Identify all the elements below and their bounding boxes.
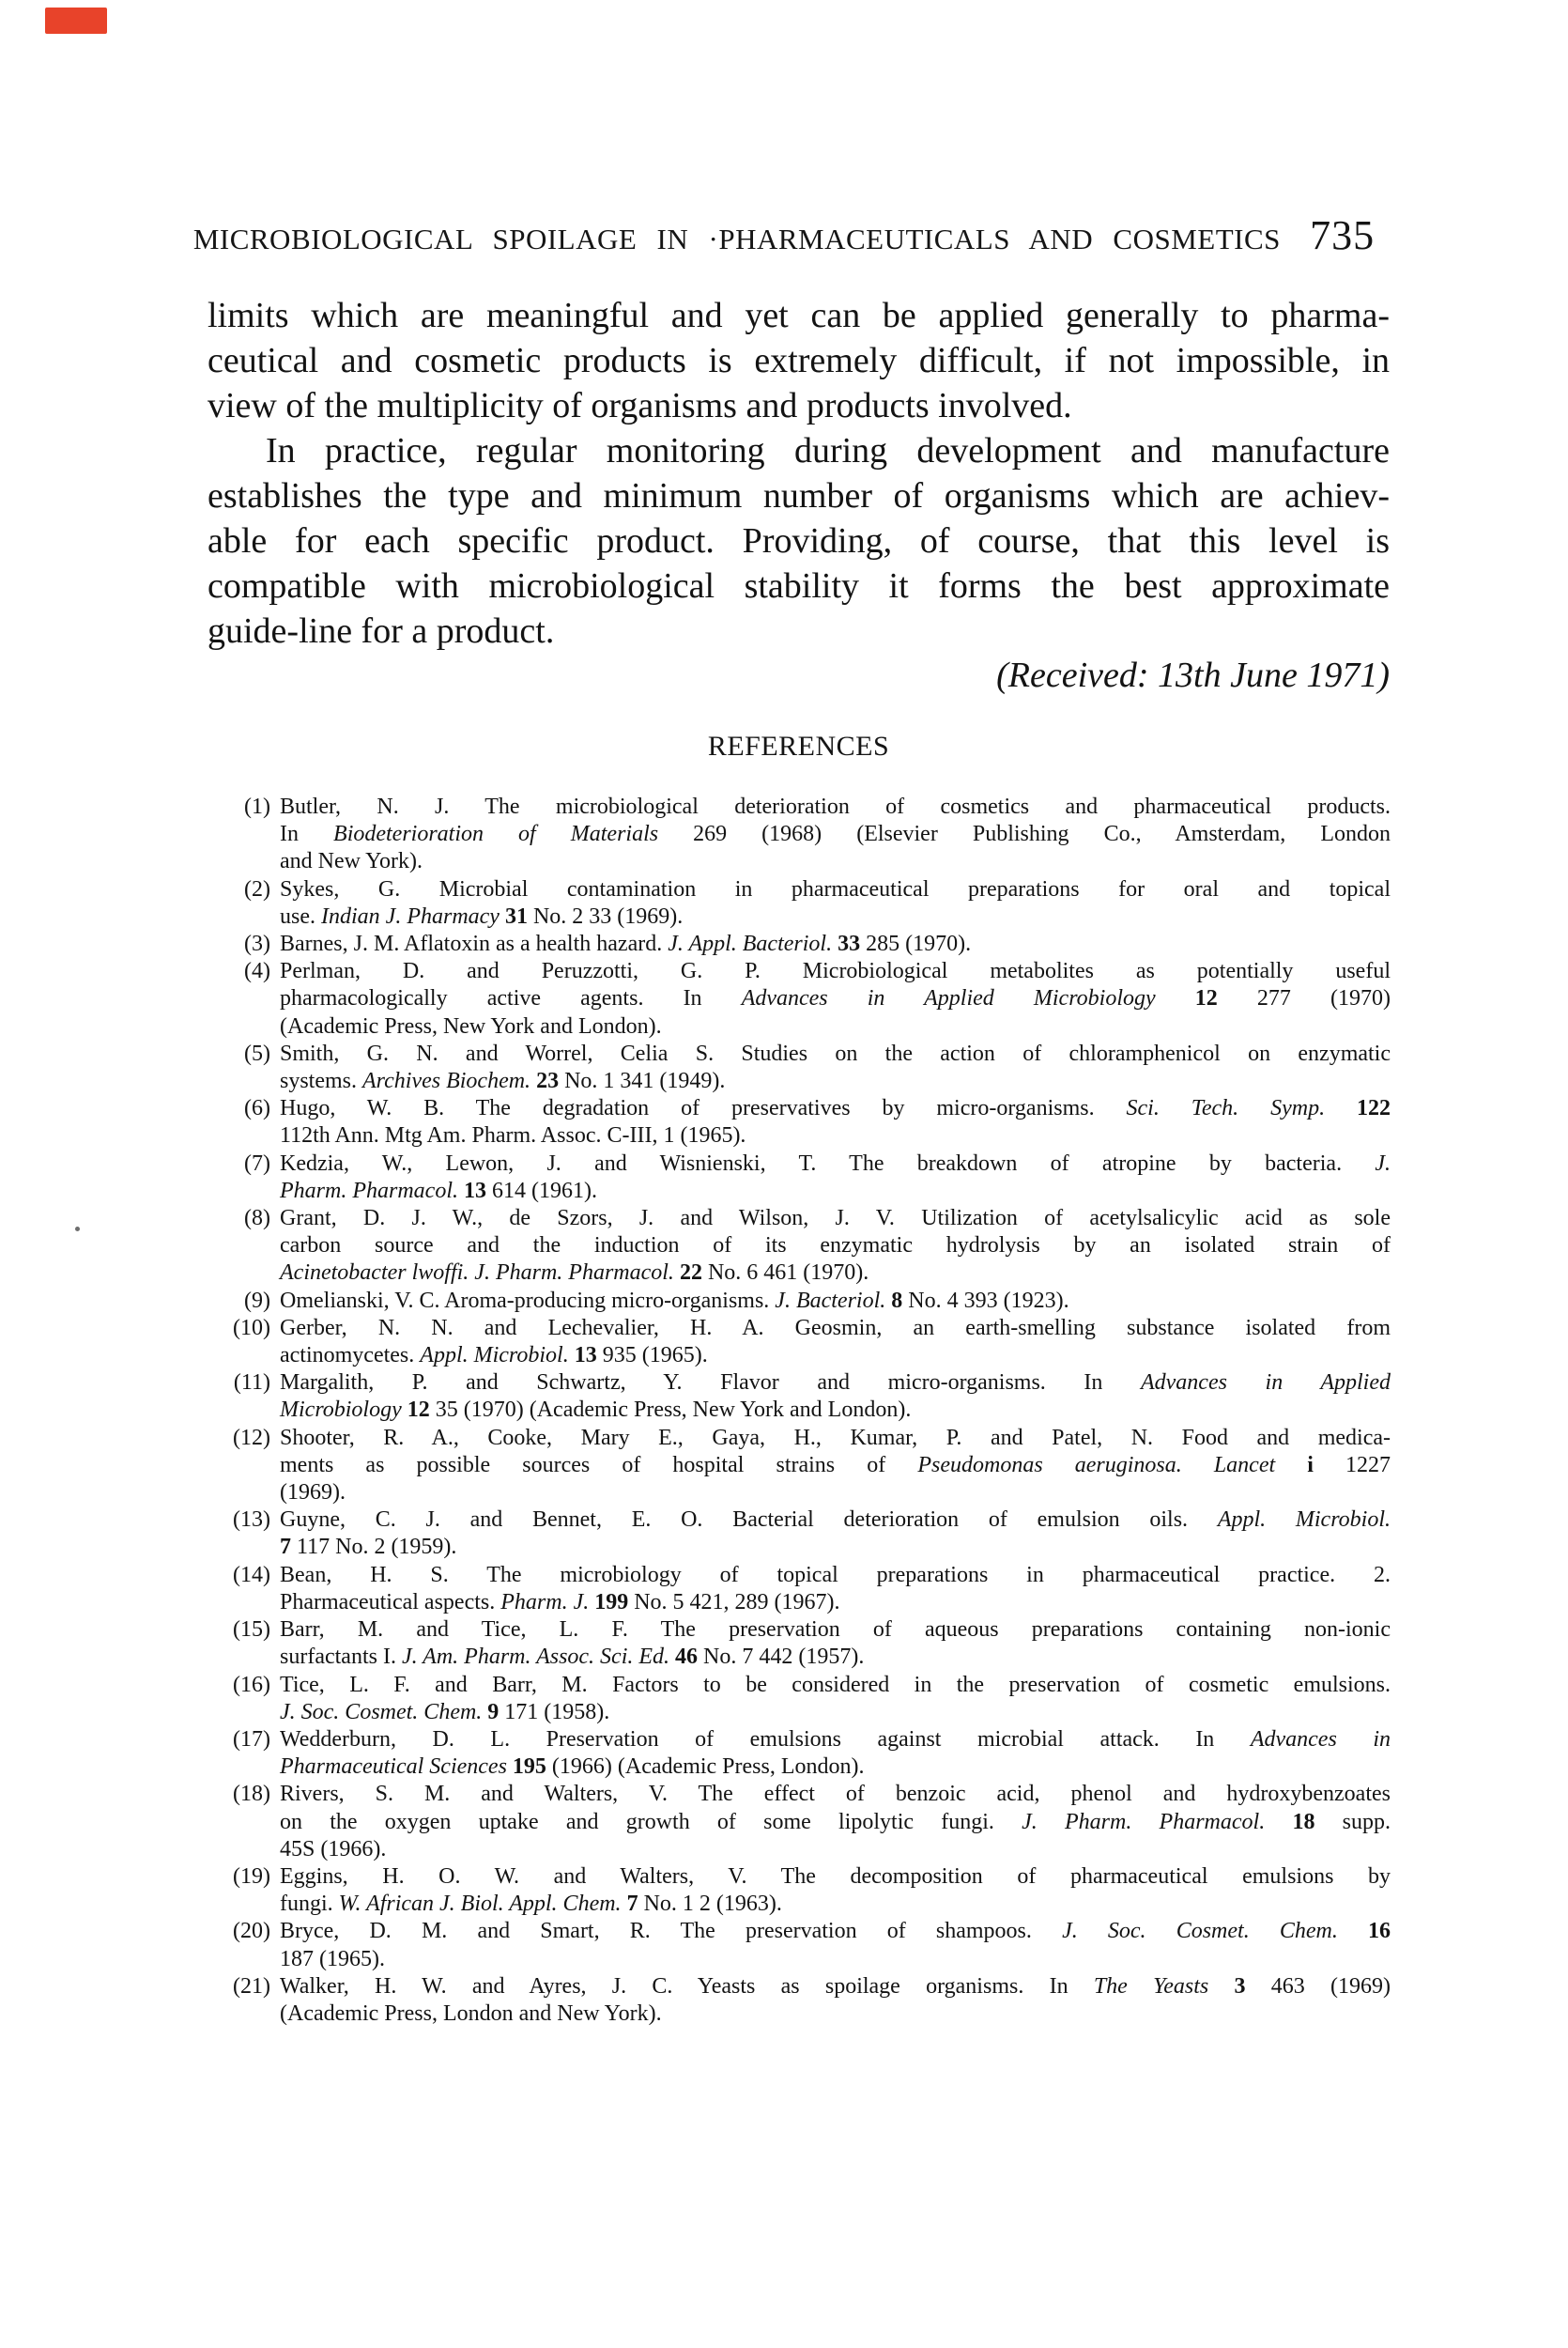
reference-number: (6) xyxy=(244,1096,270,1121)
reference-line: Acinetobacter lwoffi. J. Pharm. Pharmacol. 22 No. 6 461 (1970). xyxy=(280,1260,869,1286)
reference-line: actinomycetes. Appl. Microbiol. 13 935 (1965). xyxy=(280,1343,708,1368)
reference-item xyxy=(208,1562,1391,1616)
body-line: compatible with microbiological stability it forms the best approximate xyxy=(208,566,1390,606)
running-head xyxy=(178,211,1390,259)
reference-item xyxy=(208,1726,1391,1781)
reference-line: (Academic Press, New York and London). xyxy=(280,1013,662,1039)
reference-line: In Biodeterioration of Materials 269 (1968) (Elsevier Publishing Co., Amsterdam, London xyxy=(280,822,1391,847)
reference-line: Pharmaceutical aspects. Pharm. J. 199 No. 5 421, 289 (1967). xyxy=(280,1589,840,1614)
reference-item xyxy=(208,1973,1391,2028)
reference-line: use. Indian J. Pharmacy 31 No. 2 33 (1969). xyxy=(280,904,684,929)
reference-line: Grant, D. J. W., de Szors, J. and Wilson, J. V. Utilization of acetylsalicylic acid as sole xyxy=(280,1206,1391,1231)
reference-line: Walker, H. W. and Ayres, J. C. Yeasts as spoilage organisms. In The Yeasts 3 463 (1969) xyxy=(280,1973,1391,1999)
reference-item xyxy=(208,958,1391,1041)
reference-line: Omelianski, V. C. Aroma-producing micro-organisms. J. Bacteriol. 8 No. 4 393 (1923). xyxy=(280,1288,1069,1313)
reference-number: (7) xyxy=(244,1151,270,1176)
reference-number: (3) xyxy=(244,932,270,957)
reference-number: (13) xyxy=(233,1507,270,1533)
body-line: ceutical and cosmetic products is extremely difficult, if not impossible, in xyxy=(208,341,1390,380)
reference-line: (Academic Press, London and New York). xyxy=(280,2000,662,2026)
reference-line: Guyne, C. J. and Bennet, E. O. Bacterial deterioration of emulsion oils. Appl. Microbiol. xyxy=(280,1507,1391,1533)
speck-artifact xyxy=(75,1227,80,1231)
reference-number: (8) xyxy=(244,1206,270,1231)
reference-line: Barnes, J. M. Aflatoxin as a health hazard. J. Appl. Bacteriol. 33 285 (1970). xyxy=(280,932,972,957)
page-number: 735 xyxy=(1310,212,1376,258)
body-line: In practice, regular monitoring during development and manufacture xyxy=(266,431,1390,471)
reference-line: Bryce, D. M. and Smart, R. The preservation of shampoos. J. Soc. Cosmet. Chem. 16 xyxy=(280,1919,1391,1944)
reference-line: Smith, G. N. and Worrel, Celia S. Studies on the action of chloramphenicol on enzymatic xyxy=(280,1041,1391,1066)
reference-line: surfactants I. J. Am. Pharm. Assoc. Sci. Ed. 46 No. 7 442 (1957). xyxy=(280,1645,865,1670)
reference-number: (1) xyxy=(244,795,270,819)
reference-number: (21) xyxy=(233,1973,270,1999)
reference-item xyxy=(208,1151,1391,1205)
reference-number: (10) xyxy=(233,1315,270,1340)
body-line: limits which are meaningful and yet can be applied generally to pharma- xyxy=(208,296,1390,335)
reference-line: and New York). xyxy=(280,849,423,874)
reference-line: Pharm. Pharmacol. 13 614 (1961). xyxy=(280,1178,597,1203)
reference-line: Hugo, W. B. The degradation of preservatives by micro-organisms. Sci. Tech. Symp. 122 xyxy=(280,1096,1391,1121)
reference-line: Barr, M. and Tice, L. F. The preservation of aqueous preparations containing non-ionic xyxy=(280,1617,1391,1643)
reference-number: (16) xyxy=(233,1672,270,1697)
reference-item xyxy=(208,931,1391,958)
reference-item xyxy=(208,1781,1391,1863)
reference-item xyxy=(208,1095,1391,1150)
reference-line: 7 117 No. 2 (1959). xyxy=(280,1535,457,1560)
reference-number: (20) xyxy=(233,1919,270,1944)
reference-line: Margalith, P. and Schwartz, Y. Flavor and micro-organisms. In Advances in Applied xyxy=(280,1370,1391,1396)
reference-line: Rivers, S. M. and Walters, V. The effect of benzoic acid, phenol and hydroxybenzoates xyxy=(280,1782,1391,1807)
reference-line: fungi. W. African J. Biol. Appl. Chem. 7 No. 1 2 (1963). xyxy=(280,1892,782,1917)
reference-number: (17) xyxy=(233,1726,270,1752)
reference-line: on the oxygen uptake and growth of some lipolytic fungi. J. Pharm. Pharmacol. 18 supp. xyxy=(280,1809,1391,1834)
reference-item xyxy=(208,1672,1391,1726)
body-line: able for each specific product. Providing, of course, that this level is xyxy=(208,521,1390,561)
reference-item xyxy=(208,1369,1391,1424)
reference-line: Perlman, D. and Peruzzotti, G. P. Microbiological metabolites as potentially useful xyxy=(280,959,1391,984)
reference-line: (1969). xyxy=(280,1480,346,1506)
reference-number: (18) xyxy=(233,1782,270,1807)
reference-number: (12) xyxy=(233,1425,270,1450)
reference-line: Microbiology 12 35 (1970) (Academic Press, New York and London). xyxy=(280,1398,912,1423)
reference-line: Butler, N. J. The microbiological deterioration of cosmetics and pharmaceutical products. xyxy=(280,795,1391,819)
reference-item xyxy=(208,1863,1391,1918)
running-head-title: MICROBIOLOGICAL SPOILAGE IN ·PHARMACEUTICALS AND COSMETICS xyxy=(192,223,1281,255)
reference-line: pharmacologically active agents. In Advances in Applied Microbiology 12 277 (1970) xyxy=(280,986,1391,1012)
body-line: guide-line for a product. xyxy=(208,611,555,651)
reference-number: (2) xyxy=(244,876,270,902)
reference-number: (19) xyxy=(233,1863,270,1889)
reference-number: (5) xyxy=(244,1041,270,1066)
reference-number: (9) xyxy=(244,1288,270,1313)
reference-list xyxy=(208,794,1391,2028)
reference-line: Pharmaceutical Sciences 195 (1966) (Academic Press, London). xyxy=(280,1754,865,1780)
reference-item xyxy=(208,794,1391,876)
reference-item xyxy=(208,1205,1391,1288)
reference-item xyxy=(208,1425,1391,1507)
reference-line: Wedderburn, D. L. Preservation of emulsions against microbial attack. In Advances in xyxy=(280,1726,1391,1752)
reference-number: (14) xyxy=(233,1562,270,1587)
body-paragraphs xyxy=(208,293,1390,654)
reference-line: Bean, H. S. The microbiology of topical preparations in pharmaceutical practice. 2. xyxy=(280,1562,1391,1587)
reference-number: (11) xyxy=(233,1370,270,1396)
reference-line: Sykes, G. Microbial contamination in pharmaceutical preparations for oral and topical xyxy=(280,876,1391,902)
reference-item xyxy=(208,1506,1391,1561)
reference-item xyxy=(208,1918,1391,1972)
reference-line: Eggins, H. O. W. and Walters, V. The decomposition of pharmaceutical emulsions by xyxy=(280,1863,1391,1889)
reference-item xyxy=(208,876,1391,931)
reference-number: (15) xyxy=(233,1617,270,1643)
reference-line: J. Soc. Cosmet. Chem. 9 171 (1958). xyxy=(280,1699,610,1724)
reference-line: Kedzia, W., Lewon, J. and Wisnienski, T. The breakdown of atropine by bacteria. J. xyxy=(280,1151,1391,1176)
reference-line: 112th Ann. Mtg Am. Pharm. Assoc. C-III, 1 (1965). xyxy=(280,1123,746,1149)
reference-item xyxy=(208,1041,1391,1095)
reference-item xyxy=(208,1315,1391,1369)
red-corner-artifact xyxy=(45,8,107,34)
body-line: establishes the type and minimum number of organisms which are achiev- xyxy=(208,476,1390,516)
reference-line: Shooter, R. A., Cooke, Mary E., Gaya, H., Kumar, P. and Patel, N. Food and medica- xyxy=(280,1425,1391,1450)
reference-line: ments as possible sources of hospital strains of Pseudomonas aeruginosa. Lancet i 1227 xyxy=(280,1452,1391,1477)
reference-line: Tice, L. F. and Barr, M. Factors to be considered in the preservation of cosmetic emulsions. xyxy=(280,1672,1391,1697)
reference-line: Gerber, N. N. and Lechevalier, H. A. Geosmin, an earth-smelling substance isolated from xyxy=(280,1315,1391,1340)
reference-number: (4) xyxy=(244,959,270,984)
references-heading: REFERENCES xyxy=(707,731,890,762)
reference-line: carbon source and the induction of its enzymatic hydrolysis by an isolated strain of xyxy=(280,1233,1391,1259)
reference-item xyxy=(208,1288,1391,1315)
reference-line: systems. Archives Biochem. 23 No. 1 341 (1949). xyxy=(280,1069,726,1094)
received-line: (Received: 13th June 1971) xyxy=(996,656,1390,695)
reference-line: 45S (1966). xyxy=(280,1836,387,1861)
reference-line: 187 (1965). xyxy=(280,1946,385,1971)
reference-item xyxy=(208,1616,1391,1671)
body-line: view of the multiplicity of organisms and products involved. xyxy=(208,386,1072,425)
